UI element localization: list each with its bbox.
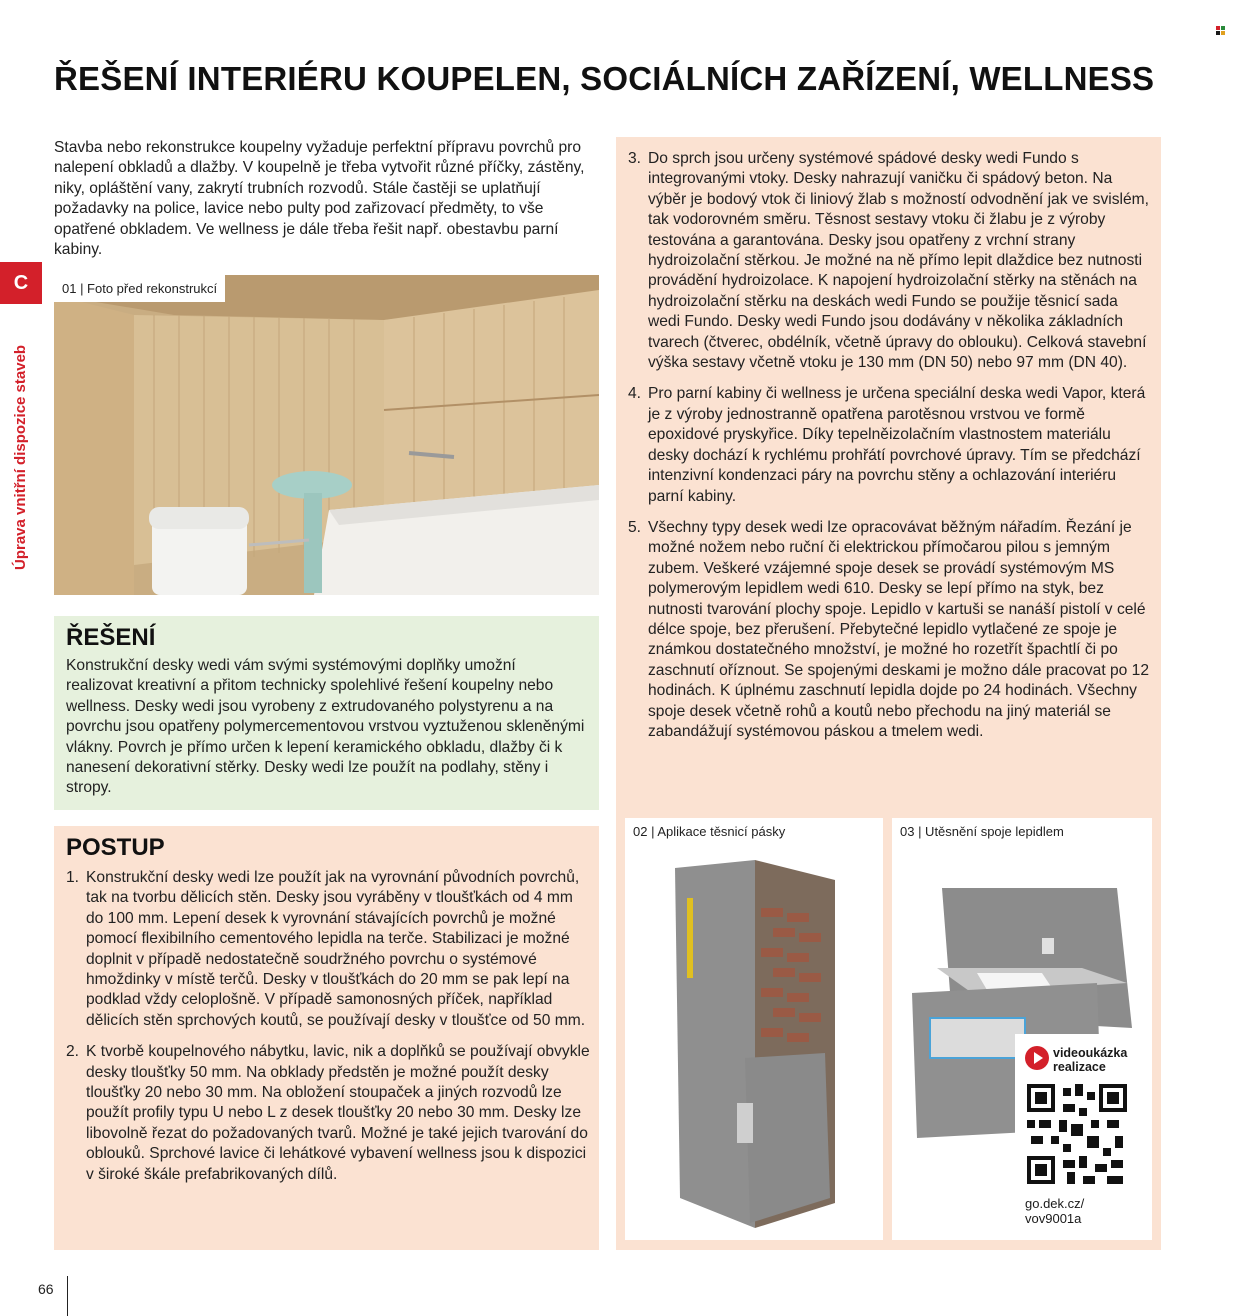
img2-caption: 02 | Aplikace těsnicí pásky [625,818,793,845]
list-item [628,149,1152,373]
image-sealing-tape [625,818,883,1240]
solution-heading: ŘEŠENÍ [66,624,156,651]
list-item-number: 5. [628,518,642,536]
bathroom-photo [54,275,599,595]
video-label[interactable]: videoukázka realizace [1053,1046,1128,1074]
chapter-badge: C [0,262,42,304]
procedure-box [54,826,599,1250]
intro-paragraph: Stavba nebo rekonstrukce koupelny vyžaduje perfektní přípravu povrchů pro nalepení obkladů a dlažby. V koupelně je třeba vytvořit různé příčky, zástěny, niky, opláštění vany, zakrytí trubních rozvodů. Stále častěji se uplatňují požadavky na police, lavice nebo pulty pod zařizovací předměty, to vše opatřené obkladem. Ve wellness je dále třeba řešit např. obestavbu parní kabiny. [54,139,585,259]
list-item-text: K tvorbě koupelnového nábytku, lavic, nik a doplňků se používají obvykle desky tloušťky 50 mm. Na obklady předstěn je možné použít desky tloušťky 20 nebo 30 mm. Na obložení stoupaček a jiných rozvodů lze použít profily typu U nebo L z desek tloušťky 20 nebo 30 mm. Desky lze libovolně řezat do požadovaných tvarů. Možné je také jejich tvarování do oblouků. Sprchové lavice či lehátkové vybavení wellness jsou k dispozici v široké škále prefabrikovaných dílů. [86,1043,590,1183]
solution-text: Konstrukční desky wedi vám svými systémovými doplňky umožní realizovat kreativní a přitom technicky spolehlivé řešení koupelny nebo wellness. Desky wedi jsou vyrobeny z extrudovaného polystyrenu a na povrchu jsou opatřeny polymercementovou vrstvou vyztuženou skleněnými vlákny. Povrch je přímo určen k lepení keramického obkladu, dlažby či k nanesení dekorativní stěrky. Desky wedi lze použít na podlahy, stěny i stropy. [66,657,585,797]
list-item-number: 3. [628,150,642,167]
qr-code[interactable] [1027,1084,1127,1184]
procedure-heading: POSTUP [66,834,165,861]
list-item-text: Konstrukční desky wedi lze použít jak na vyrovnání původních povrchů, tak na tvorbu dělicích stěn. Desky jsou vyráběny v tloušťkách od 4 mm do 100 mm. Lepení desek k vyrovnání stávajících povrchů je možné pomocí flexibilního cementového lepidla na terče. Stabilizaci je možné doplnit v případě nedostatečně soudržného povrchu o systémové hmoždinky v místě terčů. Desky v tloušťkách do 20 mm se pak lepí na podklad vždy celoplošně. V případě samonosných příček, například dělicích stěn sprchových koutů, se používají desky v tloušťce od 50 mm. [86,869,586,1029]
list-item [66,1042,591,1185]
photo-before-renovation [54,275,599,595]
qr-url[interactable]: go.dek.cz/ vov9001a [1025,1196,1085,1226]
solution-box [54,616,599,810]
procedure-list [66,868,591,1196]
list-item-number: 4. [628,385,642,403]
photo1-caption: 01 | Foto před rekonstrukcí [54,275,225,302]
list-item-number: 1. [66,869,80,886]
img3-caption: 03 | Utěsnění spoje lepidlem [892,818,1072,845]
list-item [628,518,1152,742]
play-icon [1025,1046,1049,1070]
list-item [628,384,1152,506]
list-item [66,868,591,1031]
page-number: 66 [38,1281,54,1297]
list-item-text: Pro parní kabiny či wellness je určena speciální deska wedi Vapor, která je z výroby jednostranně opatřena parotěsnou vrstvou ve formě epoxidové pryskyřice. Díky tepelněizolačním vlastnostem materiálu desky dochází k rychlému prohřátí povrchové úpravy. Tím se předchází intenzivní kondenzaci páry na povrchu stěny a ochlazování interiéru parní kabiny. [648,385,1146,505]
page-number-divider [67,1276,68,1316]
list-item-number: 2. [66,1043,80,1061]
wall-board-illustration [625,818,883,1240]
list-item-text: Do sprch jsou určeny systémové spádové desky wedi Fundo s integrovanými vtoky. Desky nahrazují vaničku či spádový beton. Na výběr je bodový vtok či liniový žlab s možností odvodnění jak ve svislém, tak vodorovném směru. Těsnost sestavy vtoku či žlabu je z výroby testována a garantována. Desky jsou opatřeny z vrchní strany hydroizolační stěrkou. Je možné na ně přímo lepit dlaždice bez nutnosti provádění hydroizolace. K napojení hydroizolační stěrky na stěnách na hydroizolační stěrku na deskách wedi Fundo se použije těsnicí sada wedi Fundo. Desky wedi Fundo jsou dodávány v několika základních tvarech (čtverec, obdélník, včetně úpravy do oblouku). Celková stavební výška sestavy včetně vtoku je 130 mm (DN 50) nebo 97 mm (DN 40). [648,150,1149,372]
video-qr-box[interactable] [1015,1034,1143,1230]
list-item-text: Všechny typy desek wedi lze opracovávat běžným nářadím. Řezání je možné nožem nebo ruční či elektrickou přímočarou pilou s jemným zubem. Veškeré vzájemné spoje desek se provádí systémovým MS polymerovým lepidlem wedi 610. Desky se lepí přímo na styk, bez nutnosti tvarování plochy spoje. Lepidlo v kartuši se nanáší pistolí v celé délce spoje, bez přerušení. Přebytečné lepidlo vytlačené ze spoje je známkou dostatečného množství, je možné ho rozetřít špachtlí či po zaschnutí oříznout. Se spojenými deskami je možno dále pracovat po 12 hodinách. K úplnému zaschnutí lepidla dojde po 24 hodinách. Všechny spoje desek včetně rohů a koutů nebo přechodu na jiný materiál se zabandážují systémovou páskou a tmelem wedi. [648,518,1150,740]
page-title: ŘEŠENÍ INTERIÉRU KOUPELEN, SOCIÁLNÍCH ZAŘÍZENÍ, WELLNESS [54,60,1155,97]
corner-logo-icon [1216,26,1225,35]
chapter-side-label: Úprava vnitřní dispozice staveb [12,344,29,570]
